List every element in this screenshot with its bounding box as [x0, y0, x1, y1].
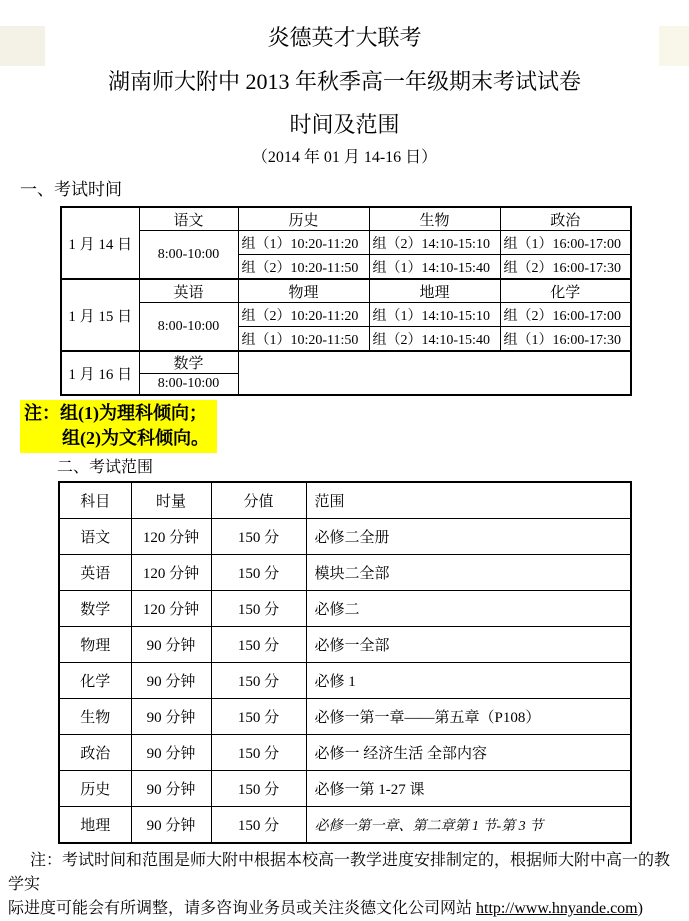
time-cell: 8:00-10:00: [139, 231, 238, 280]
footer-line2-text: 际进度可能会有所调整，请多咨询业务员或关注炎德文化公司网站: [8, 900, 477, 917]
subject-cell: 语文: [59, 519, 131, 555]
duration-cell: 90 分钟: [131, 807, 211, 844]
time-cell: 8:00-10:00: [139, 303, 238, 352]
page-corner-artifact-left: [0, 26, 45, 66]
column-header-range: 范围: [306, 482, 631, 519]
table-row: [61, 351, 631, 374]
group-time-cell: 组（2）10:20-11:20: [238, 303, 369, 327]
subject-cell: 英语: [139, 279, 238, 303]
highlighted-note: [20, 400, 217, 453]
table-row: [61, 231, 631, 255]
subject-cell: 地理: [59, 807, 131, 844]
footer-line1: 注：考试时间和范围是师大附中根据本校高一教学进度安排制定的，根据师大附中高一的教学实: [8, 852, 671, 893]
duration-cell: 90 分钟: [131, 771, 211, 807]
subject-cell: 数学: [139, 351, 238, 374]
group-time-cell: 组（2）14:10-15:40: [369, 327, 500, 352]
exam-schedule-table: [60, 206, 632, 396]
column-header-duration: 时量: [131, 482, 211, 519]
range-cell: 必修一 经济生活 全部内容: [306, 735, 631, 771]
subject-cell: 历史: [238, 207, 369, 231]
group-time-cell: 组（1）16:00-17:00: [500, 231, 631, 255]
table-row: [61, 303, 631, 327]
section1-heading: 一、考试时间: [20, 180, 122, 199]
section2-heading: 二、考试范围: [57, 459, 154, 476]
subject-cell: 历史: [59, 771, 131, 807]
date-cell: 1 月 16 日: [61, 351, 139, 395]
score-cell: 150 分: [211, 807, 306, 844]
website-link[interactable]: http://www.hnyande.com: [476, 900, 638, 917]
range-cell: 必修 1: [306, 663, 631, 699]
range-cell: 必修二: [306, 591, 631, 627]
range-cell: 必修一第一章――第五章（P108）: [306, 699, 631, 735]
group-time-cell: 组（1）16:00-17:30: [500, 327, 631, 352]
table-row: [61, 279, 631, 303]
score-cell: 150 分: [211, 771, 306, 807]
column-header-score: 分值: [211, 482, 306, 519]
date-cell: 1 月 15 日: [61, 279, 139, 351]
page-subtitle: 湖南师大附中 2013 年秋季高一年级期末考试试卷: [107, 69, 581, 94]
duration-cell: 90 分钟: [131, 699, 211, 735]
note-line1: 注：组(1)为理科倾向；: [24, 403, 207, 423]
score-cell: 150 分: [211, 555, 306, 591]
duration-cell: 120 分钟: [131, 555, 211, 591]
table-row: [59, 699, 631, 735]
range-cell: 必修一第 1-27 课: [306, 771, 631, 807]
footer-note: [8, 849, 684, 921]
duration-cell: 90 分钟: [131, 663, 211, 699]
score-cell: 150 分: [211, 663, 306, 699]
score-cell: 150 分: [211, 699, 306, 735]
duration-cell: 120 分钟: [131, 519, 211, 555]
table-row: [59, 627, 631, 663]
subject-cell: 生物: [369, 207, 500, 231]
group-time-cell: 组（2）16:00-17:00: [500, 303, 631, 327]
page-title-scope: 时间及范围: [289, 112, 400, 137]
subject-cell: 地理: [369, 279, 500, 303]
range-cell: 必修一第一章、第二章第 1 节-第 3 节: [306, 807, 631, 844]
subject-cell: 政治: [59, 735, 131, 771]
group-time-cell: 组（1）10:20-11:20: [238, 231, 369, 255]
range-cell: 必修二全册: [306, 519, 631, 555]
subject-cell: 物理: [59, 627, 131, 663]
footer-line2: [8, 897, 684, 921]
empty-cell: [238, 351, 631, 395]
duration-cell: 120 分钟: [131, 591, 211, 627]
group-time-cell: 组（2）14:10-15:10: [369, 231, 500, 255]
time-cell: 8:00-10:00: [139, 374, 238, 396]
page-title: 炎德英才大联考: [267, 25, 422, 50]
group-time-cell: 组（1）14:10-15:10: [369, 303, 500, 327]
score-cell: 150 分: [211, 627, 306, 663]
table-row: [59, 807, 631, 844]
subject-cell: 物理: [238, 279, 369, 303]
subject-cell: 化学: [59, 663, 131, 699]
duration-cell: 90 分钟: [131, 735, 211, 771]
table-header-row: [59, 482, 631, 519]
table-row: [59, 771, 631, 807]
table-row: [59, 735, 631, 771]
date-cell: 1 月 14 日: [61, 207, 139, 279]
exam-scope-table: [58, 481, 632, 844]
duration-cell: 90 分钟: [131, 627, 211, 663]
exam-notice-page: [0, 25, 689, 917]
subject-cell: 生物: [59, 699, 131, 735]
table-row: [59, 591, 631, 627]
column-header-subject: 科目: [59, 482, 131, 519]
subject-cell: 政治: [500, 207, 631, 231]
range-cell: 必修一全部: [306, 627, 631, 663]
footer-line2-suffix: ): [637, 900, 643, 917]
subject-cell: 化学: [500, 279, 631, 303]
table-row: [59, 519, 631, 555]
group-time-cell: 组（1）10:20-11:50: [238, 327, 369, 352]
range-cell: 模块二全部: [306, 555, 631, 591]
group-time-cell: 组（2）10:20-11:50: [238, 255, 369, 280]
score-cell: 150 分: [211, 519, 306, 555]
subject-cell: 语文: [139, 207, 238, 231]
score-cell: 150 分: [211, 735, 306, 771]
exam-date-range: （2014 年 01 月 14-16 日）: [251, 149, 438, 166]
table-row: [61, 207, 631, 231]
group-time-cell: 组（1）14:10-15:40: [369, 255, 500, 280]
subject-cell: 英语: [59, 555, 131, 591]
table-row: [59, 555, 631, 591]
subject-cell: 数学: [59, 591, 131, 627]
score-cell: 150 分: [211, 591, 306, 627]
table-row: [59, 663, 631, 699]
group-time-cell: 组（2）16:00-17:30: [500, 255, 631, 280]
note-line2: 组(2)为文科倾向。: [62, 428, 209, 448]
page-corner-artifact-right: [659, 26, 689, 66]
